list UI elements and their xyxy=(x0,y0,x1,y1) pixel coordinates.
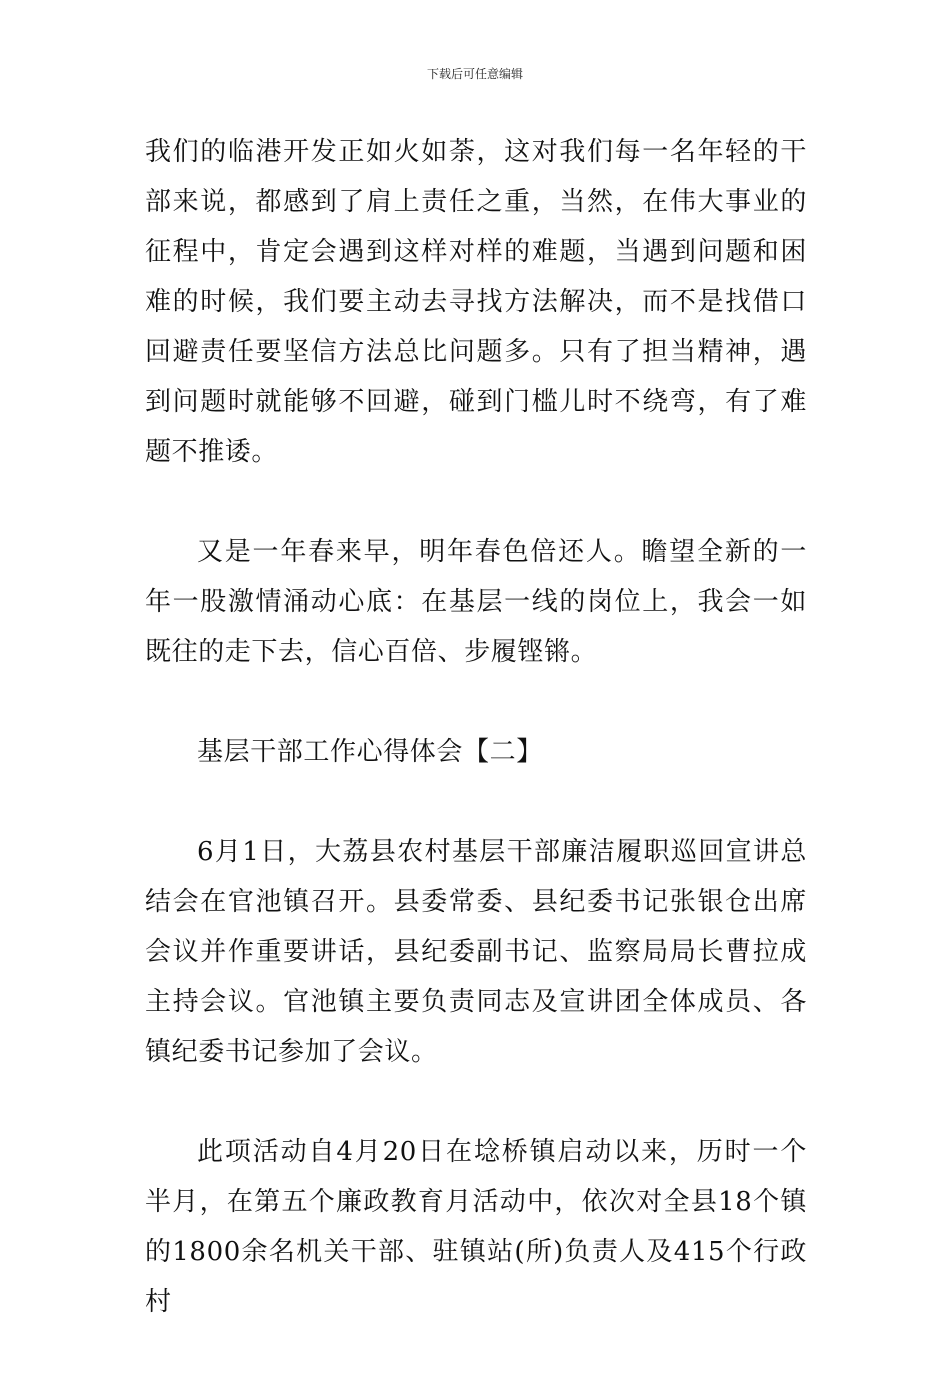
document-body xyxy=(145,127,807,1377)
page-header: 下载后可任意编辑 xyxy=(426,67,523,81)
paragraph-activity-overview: 此项活动自4月20日在埝桥镇启动以来，历时一个半月，在第五个廉政教育月活动中，依次对全县18个镇的1800余名机关干部、驻镇站(所)负责人及415个行政村 xyxy=(145,1137,807,1317)
paragraph-new-year-outlook: 又是一年春来早，明年春色倍还人。瞻望全新的一年一股激情涌动心底：在基层一线的岗位上，我会一如既往的走下去，信心百倍、步履铿锵。 xyxy=(145,537,807,667)
section-heading: 基层干部工作心得体会【二】 xyxy=(197,737,543,767)
paragraph-lingang-development: 我们的临港开发正如火如荼，这对我们每一名年轻的干部来说，都感到了肩上责任之重，当然，在伟大事业的征程中，肯定会遇到这样对样的难题，当遇到问题和困难的时候，我们要主动去寻找方法解决，而不是找借口回避责任要坚信方法总比问题多。只有了担当精神，遇到问题时就能够不回避，碰到门槛儿时不绕弯，有了难题不推诿。 xyxy=(145,137,807,467)
paragraph-summary-meeting: 6月1日，大荔县农村基层干部廉洁履职巡回宣讲总结会在官池镇召开。县委常委、县纪委书记张银仓出席会议并作重要讲话，县纪委副书记、监察局局长曹拉成主持会议。官池镇主要负责同志及宣讲团全体成员、各镇纪委书记参加了会议。 xyxy=(145,837,807,1067)
